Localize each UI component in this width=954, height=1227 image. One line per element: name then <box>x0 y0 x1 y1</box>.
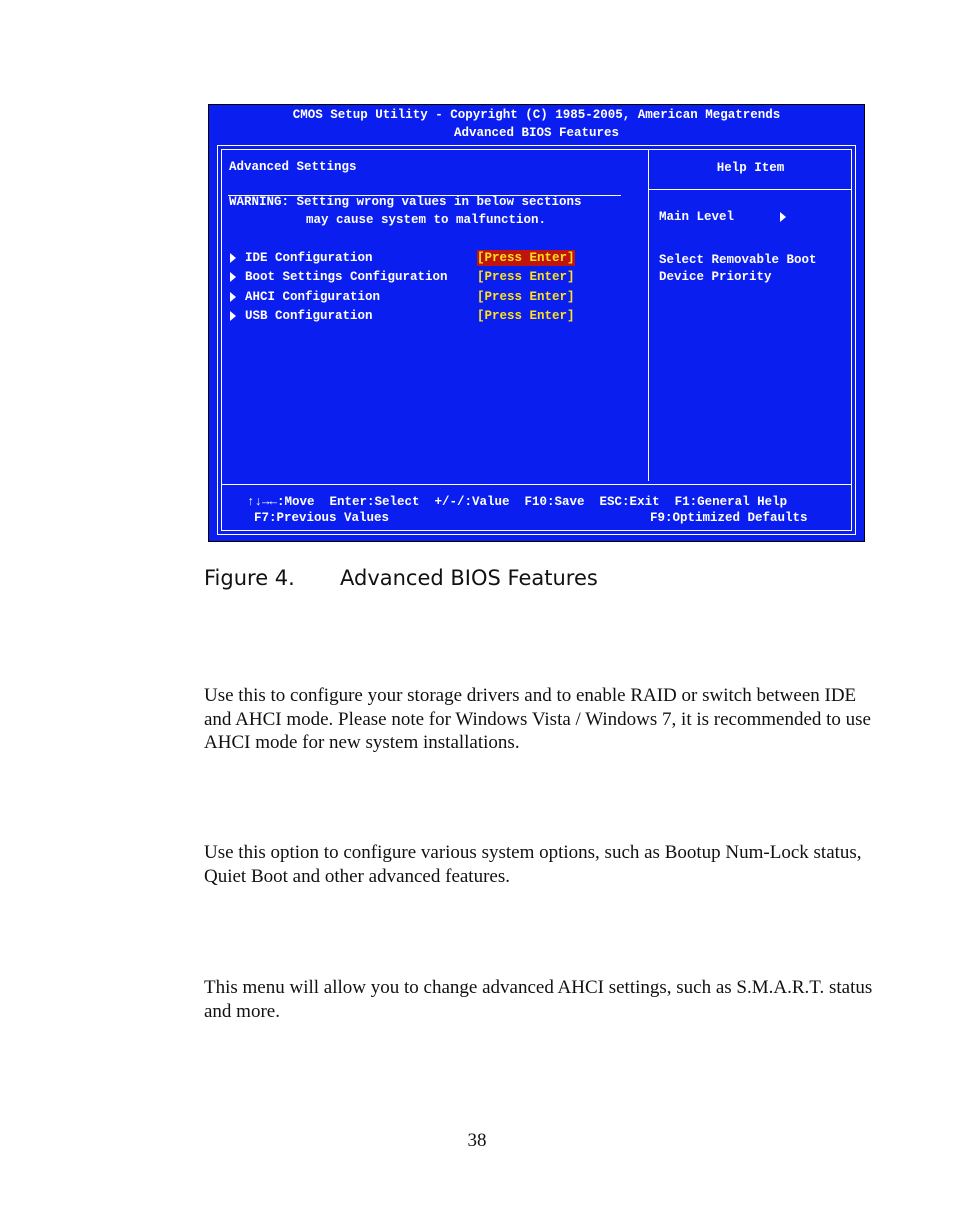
footer-previous-values: F7:Previous Values <box>254 511 390 525</box>
figure-number: Figure 4. <box>204 566 295 590</box>
bios-header-copyright: CMOS Setup Utility - Copyright (C) 1985-2005, American Megatrends <box>292 108 781 122</box>
bios-footer-divider <box>221 484 852 485</box>
menu-item-value: [Press Enter] <box>477 270 575 284</box>
bios-header-title: Advanced BIOS Features <box>453 126 620 140</box>
page-number: 38 <box>467 1130 487 1151</box>
help-text-line-1: Select Removable Boot <box>659 253 817 267</box>
menu-item-value: [Press Enter] <box>477 309 575 323</box>
help-text-line-2: Device Priority <box>659 270 772 284</box>
warning-line-1: WARNING: Setting wrong values in below sections <box>229 195 582 209</box>
menu-item-value: [Press Enter] <box>477 290 575 304</box>
submenu-arrow-icon <box>230 292 236 302</box>
paragraph-ide-configuration: Use this to configure your storage drivers and to enable RAID or switch between IDE and AHCI mode. Please note for Windows Vista / Windows 7, it is recommended to use AHCI mode for new system installations. <box>204 685 871 753</box>
figure-title: Advanced BIOS Features <box>340 566 598 590</box>
warning-line-2: may cause system to malfunction. <box>306 213 547 227</box>
paragraph-boot-settings: Use this option to configure various system options, such as Bootup Num-Lock status, Quiet Boot and other advanced features. <box>204 842 862 887</box>
bios-screen <box>208 104 865 542</box>
submenu-arrow-icon <box>230 253 236 263</box>
advanced-settings-title: Advanced Settings <box>229 160 357 174</box>
chevron-right-icon <box>780 212 786 222</box>
menu-item-label: USB Configuration <box>245 309 373 323</box>
submenu-arrow-icon <box>230 272 236 282</box>
menu-item-value: [Press Enter] <box>477 251 575 265</box>
paragraph-ahci-configuration: This menu will allow you to change advanced AHCI settings, such as S.M.A.R.T. status and more. <box>204 977 873 1022</box>
footer-optimized-defaults: F9:Optimized Defaults <box>650 511 808 525</box>
help-item-title: Help Item <box>716 161 785 175</box>
submenu-arrow-icon <box>230 311 236 321</box>
menu-item-label: IDE Configuration <box>245 251 373 265</box>
bios-column-divider <box>648 149 649 481</box>
main-level-label: Main Level <box>659 210 735 224</box>
menu-item-label: AHCI Configuration <box>245 290 381 304</box>
menu-item-label: Boot Settings Configuration <box>245 270 448 284</box>
footer-key-legend: ↑↓→←:Move Enter:Select +/-/:Value F10:Save ESC:Exit F1:General Help <box>247 495 788 509</box>
bios-help-divider <box>648 189 852 190</box>
figure-caption <box>204 566 598 638</box>
